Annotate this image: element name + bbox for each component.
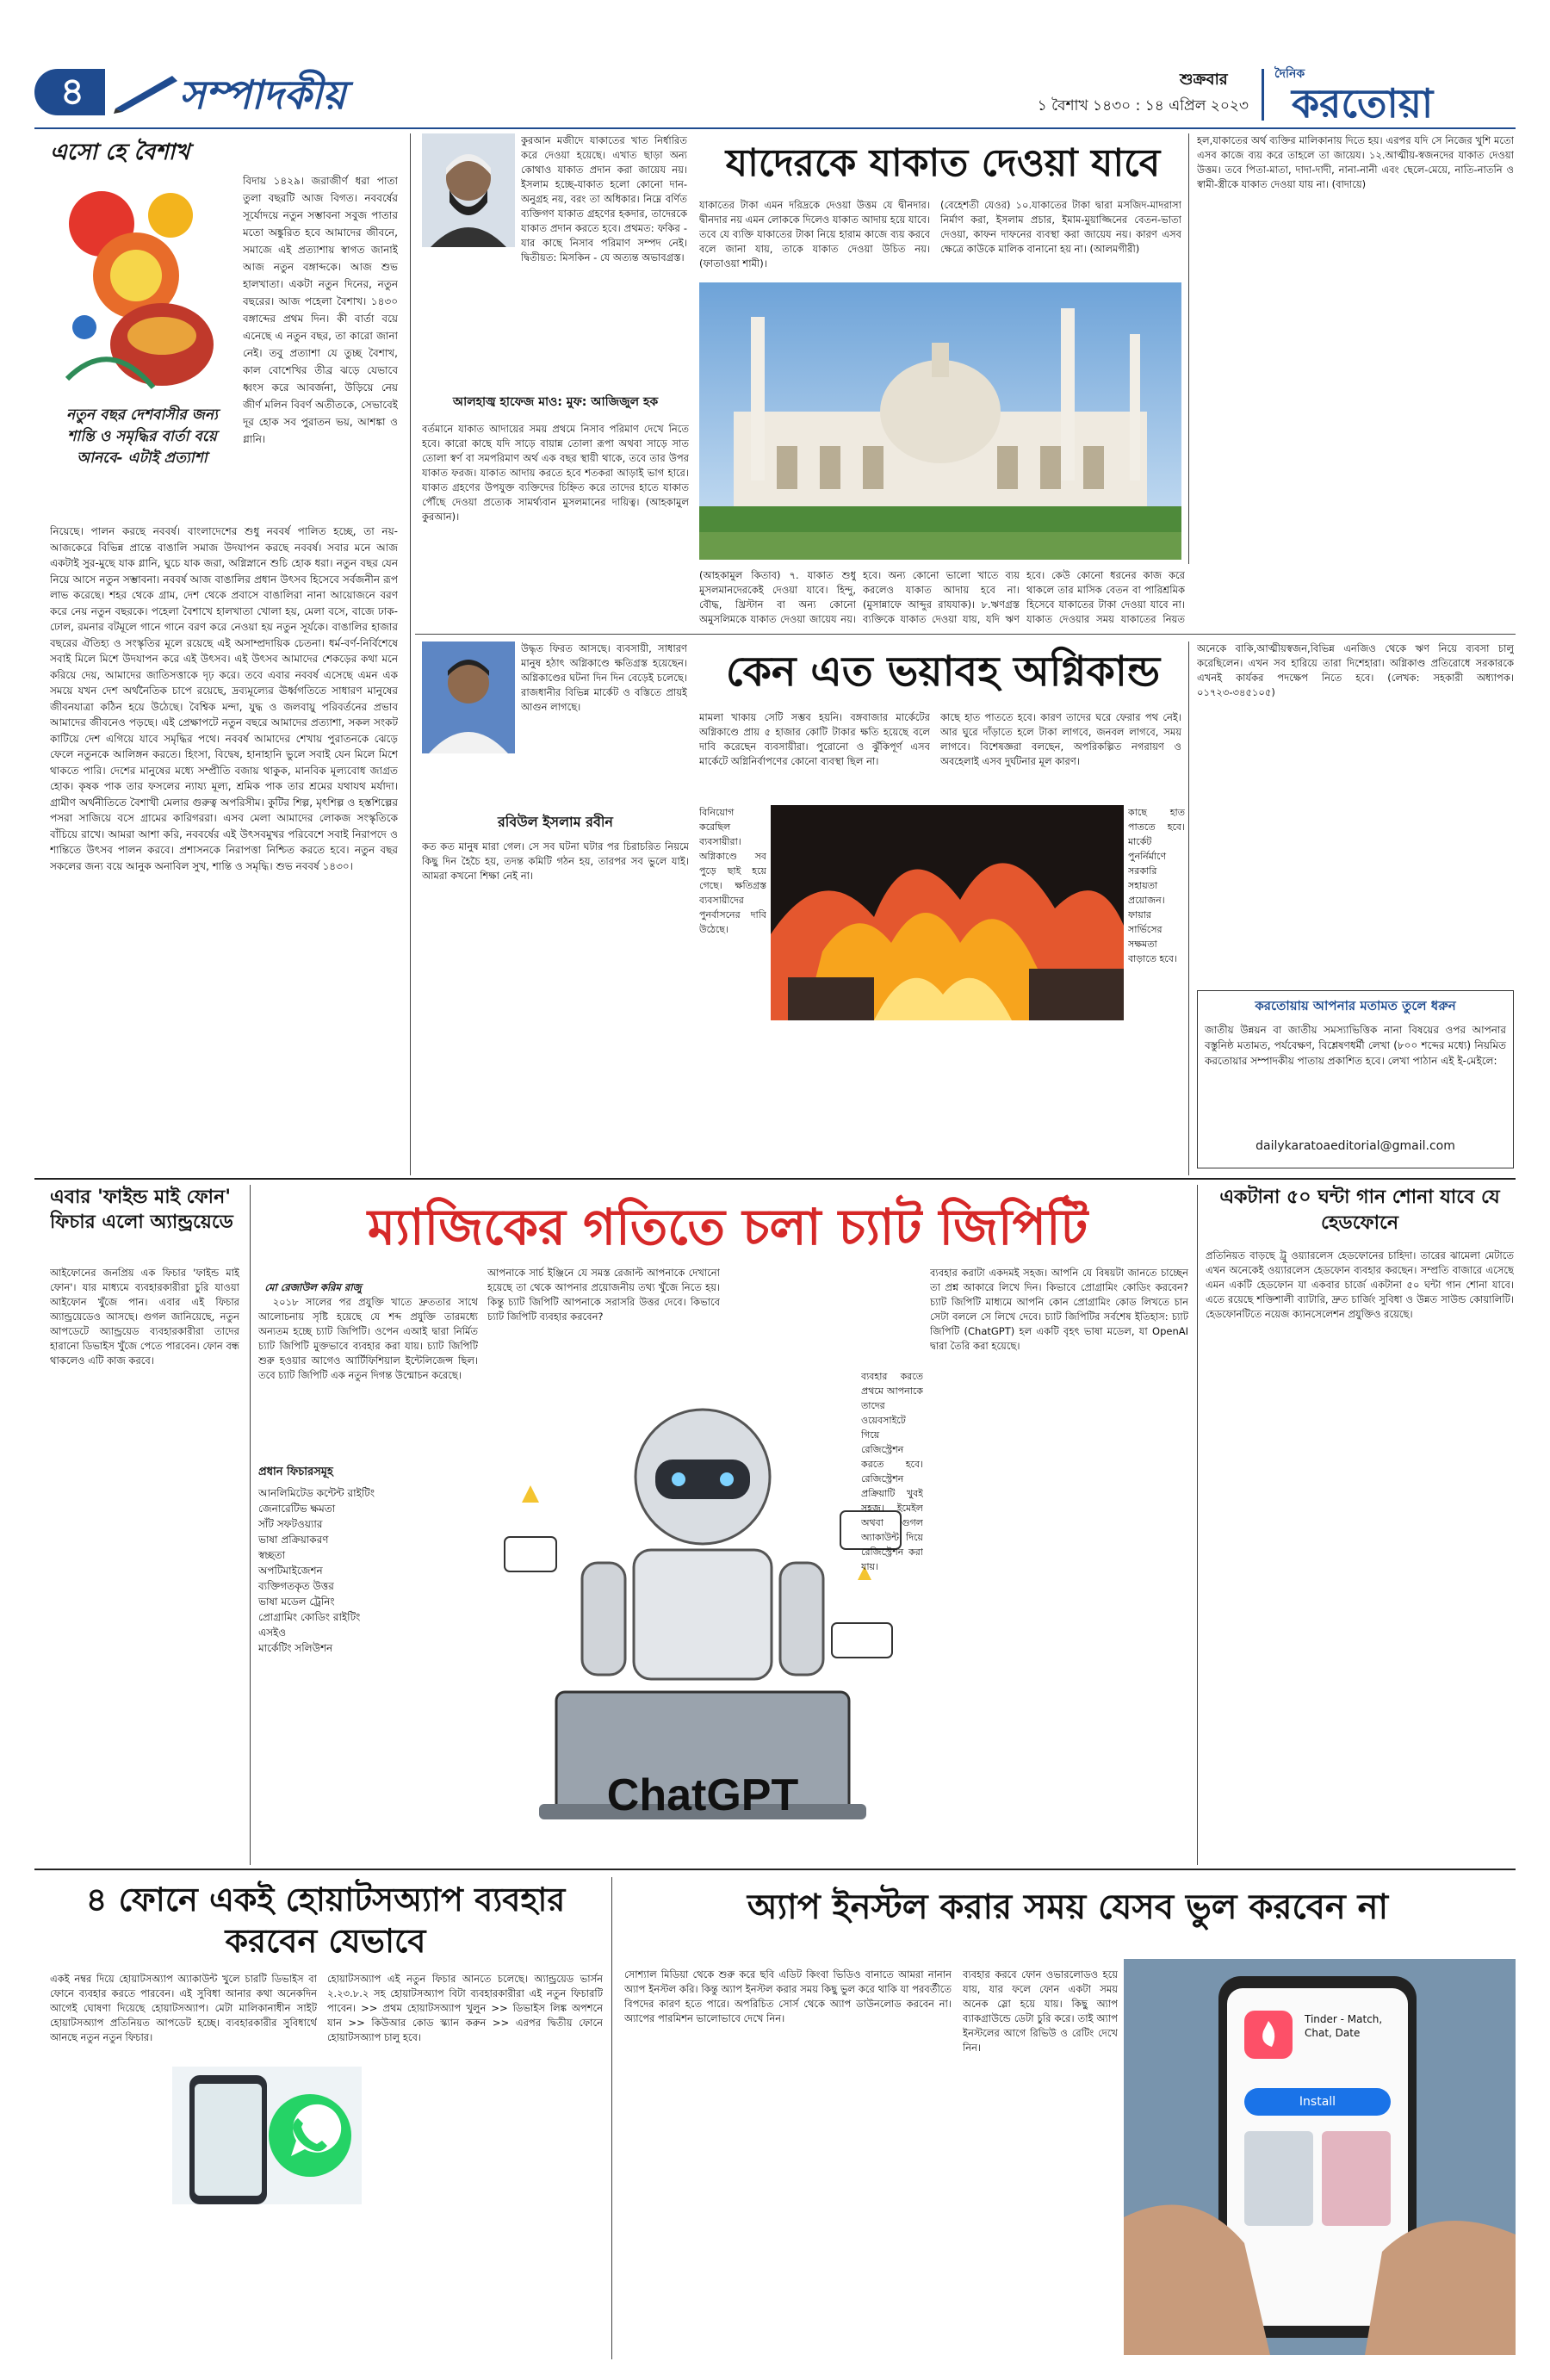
zakat-bottom-mid: হবে। অন্য কোনো ভালো খাতে ব্যয় করলেও যাকাত আদায় হবে না। (মুসান্নাফে আব্দুর রাযযাক)। ৮.ঋণগ্রস্ত ব্যক্তিকে যাকাত দেওয়া যায়, যদি ঋণ xyxy=(863,569,1020,625)
feature-item: সাঁট সফটওয়্যার xyxy=(258,1518,323,1530)
section-rule xyxy=(34,1869,1516,1870)
zakat-col3: (বেহেশতী যেওর) ১০.যাকাতের টাকা দ্বারা মসজিদ-মাদরাসা নির্মাণ করা, ইসলাম প্রচার, ইমাম-মুয়াজ্জিনের বেতন-ভাতা দেওয়া, কাফন দাফনের ব্যবস্থা করা জায়েয নয়। কারণ এসব ক্ষেত্রে কাউকে মালিক বানানো হয় না। (আলমগীরী) xyxy=(940,199,1181,255)
feature-item: ভাষা মডেল ট্রেনিং xyxy=(258,1596,335,1608)
app-install-photo xyxy=(1124,1959,1516,2355)
mosque-image-icon xyxy=(699,282,1181,560)
editorial-side-text: বিদায় ১৪২৯। জরাজীর্ণ ধরা পাতা তুলা বছরটি আজ বিগত। নববর্ষের সূর্যোদয়ে নতুন সম্ভাবনা সবুজ পাতার মতো অঙ্কুরিত হবে আমাদের জীবনে, সমাজে এই প্রত্যাশায় স্বাগত জানাই আজ নতুন বঙ্গাব্দকে। আজ শুভ হালখাতা। একটা নতুন দিনের, নতুন বছরের। আজ পহেলা বৈশাখ। ১৪৩০ বঙ্গাব্দের প্রথম দিন। কী বার্তা বয়ে এনেছে এ নতুন বছর, তা কারো জানা নেই। তবু প্রত্যাশা যে তুচ্ছ বৈশাখ, কাল বোশেখির তীব্র ঝড়ে যেভাবে ধ্বংস করে আবর্জনা, উড়িয়ে নেয় জীর্ণ মলিন বিবর্ণ অতীতকে, সেভাবেই দূর হোক সব পুরাতন ভয়, আশঙ্কা ও গ্লানি। xyxy=(243,175,398,445)
apps-col2: ব্যবহার করবে ফোন ওভারলোডও হয়ে যায়, যার ফলে ফোন একটা সময় অনেক স্লো হয়ে যায়। কিছু অ্যাপ ব্যাকগ্রাউন্ডে ডেটা চুরি করে। তাই অ্যাপ ইনস্টলের আগে রিভিউ ও রেটিং দেখে নিন। xyxy=(963,1968,1118,2054)
find-phone-body: আইফোনের জনপ্রিয় এক ফিচার 'ফাইন্ড মাই ফোন'। যার মাধ্যমে ব্যবহারকারীরা চুরি যাওয়া আইফোন খুঁজে পান। এবার এই ফিচার অ্যান্ড্রয়েডেও আসছে। গুগল জানিয়েছে, নতুন আপডেটে অ্যান্ড্রয়েড ব্যবহারকারীরা তাদের হারানো ডিভাইস খুঁজে পেতে পারবেন। ফোন বন্ধ থাকলেও এটি কাজ করবে। xyxy=(50,1267,239,1367)
chatgpt-col1 xyxy=(258,1266,478,1455)
column-rule xyxy=(1188,641,1189,1175)
opinion-title: করতোয়ায় আপনার মতামত তুলে ধরুন xyxy=(1255,998,1456,1013)
chatgpt-col1-text: ২০১৮ সালের পর প্রযুক্তি খাতে দ্রুততার সাথে আলোচনায় সৃষ্টি হয়েছে যে শব্দ প্রযুক্তি তারমধ্যে অন্যতম হচ্ছে চ্যাট জিপিটি। ওপেন এআই দ্বারা নির্মিত চ্যাট জিপিটি মুক্তভাবে ব্যবহার করা যায়। চ্যাট জিপিটি শুরু হওয়ার আগেও আর্টিফিশিয়াল ইন্টেলিজেন্স ছিল। তবে চ্যাট জিপিটি এক নতুন দিগন্ত উন্মোচন করেছে। xyxy=(258,1296,478,1381)
feature-item: অপটিমাইজেশন xyxy=(258,1565,323,1577)
mosque-photo xyxy=(699,282,1181,560)
zakat-bottom-right: হবে। কেউ কোনো ধরনের কাজ করে থাকলে তার মাসিক বেতন বা পারিশ্রমিক হিসেবে যাকাতের টাকা দেওয়া যাবে না। যাকাত দেওয়ার সময় যাকাতের নিয়ত xyxy=(1026,569,1185,625)
headphone-body: প্রতিনিয়ত বাড়ছে ট্রু ওয়্যারলেস হেডফোনের চাহিদা। তারের ঝামেলা মেটাতে এখন অনেকেই ওয়্যারলেস হেডফোন ব্যবহার করছেন। সম্প্রতি বাজারে এসেছে এমন একটি হেডফোন যা একবার চার্জে একটানা ৫০ ঘন্টা গান শোনা যাবে। এতে রয়েছে শক্তিশালী ব্যাটারি, দ্রুত চার্জিং সুবিধা ও উন্নত সাউন্ড কোয়ালিটি। হেডফোনটিতে নয়েজ ক্যানসেলেশন প্রযুক্তিও রয়েছে। xyxy=(1206,1249,1514,1320)
section-rule xyxy=(415,634,1516,635)
chatgpt-col4: ব্যবহার করাটা একদমই সহজ। আপনি যে বিষয়টা জানতে চাচ্ছেন তা প্রশ্ন আকারে লিখে দিন। কিভাবে প্রোগ্রামিং কোডিং করবেন? চ্যাট জিপিটি মাধ্যমে আপনি কোন প্রোগ্রামিং কোড লিখতে চান সেটা বললে সে লিখে দেবে। চ্যাট জিপিটির সর্বশেষ ইতিহাস: চ্যাট জিপিটি (ChatGPT) হল একটি বৃহৎ ভাষা মডেল, যা OpenAI দ্বারা তৈরি করা হয়েছে। xyxy=(930,1267,1188,1352)
fire-intro: উদ্ধৃত ফিরত আসছে। ব্যবসায়ী, সাধারণ মানুষ হঠাৎ অগ্নিকাণ্ডে ক্ষতিগ্রস্ত হয়েছেন। অগ্নিকাণ্ডের ঘটনা দিন দিন বেড়েই চলেছে। রাজধানীর বিভিন্ন মার্কেট ও বস্তিতে প্রায়ই আগুন লাগছে। xyxy=(521,642,687,713)
apps-col1: সোশ্যাল মিডিয়া থেকে শুরু করে ছবি এডিট কিংবা ভিডিও বানাতে আমরা নানান অ্যাপ ইনস্টল করি। কিন্তু অ্যাপ ইনস্টল করার সময় কিছু ভুল করে থাকি যা পরবর্তীতে বিপদের কারণ হতে পারে। অপরিচিত সোর্স থেকে অ্যাপ ডাউনলোড করবেন না। অ্যাপের পারমিশন ভালোভাবে দেখে নিন। xyxy=(624,1968,952,2024)
column-rule xyxy=(1197,1185,1198,1865)
zakat-col2: যাকাতের টাকা এমন দরিদ্রকে দেওয়া উত্তম যে দ্বীনদার। দ্বীনদার নয় এমন লোককে দিলেও যাকাত আদায় হয়ে যাবে। তবে যে ব্যক্তি যাকাতের টাকা নিয়ে হারাম কাজে ব্যয় করবে বলে জানা যায়, তাকে যাকাত দেওয়া উচিত নয়। (ফাতাওয়া শামী)। xyxy=(699,199,930,270)
feature-item: প্রোগ্রামিং কোডিং রাইটিং xyxy=(258,1611,361,1623)
find-phone-headline: এবার 'ফাইন্ড মাই ফোন' ফিচার এলো অ্যান্ড্রয়েডে xyxy=(50,1187,233,1233)
feature-item: ভাষা প্রক্রিয়াকরণ xyxy=(258,1534,329,1546)
whatsapp-headline: ৪ ফোনে একই হোয়াটসঅ্যাপ ব্যবহার করবেন যেভাবে xyxy=(85,1881,566,1960)
fire-col-left2: কত কত মানুষ মারা গেল। সে সব ঘটনা ঘটার পর চিরাচরিত নিয়মে কিছু দিন হৈচৈ হয়, তদন্ত কমিটি গঠন হয়, তারপর সব ভুলে যাই। আমরা কখনো শিক্ষা নেই না। xyxy=(422,840,689,882)
poster-caption: নতুন বছর দেশবাসীর জন্য শান্তি ও সমৃদ্ধির বার্তা বয়ে আনবে- এটাই প্রত্যাশা xyxy=(66,406,218,467)
poster-art-icon xyxy=(50,172,231,398)
fire-col3: অনেকে বাকি,আত্মীয়স্বজন,বিভিন্ন এনজিও থেকে ঋণ নিয়ে ব্যবসা চালু করেছিলেন। এখন সব হারিয়ে তারা দিশেহারা। অগ্নিকাণ্ড প্রতিরোধে সরকারকে এখনই কার্যকর পদক্ষেপ নিতে হবে। (লেখক: সহকারী অধ্যাপক। ০১৭২৩-৩৪৫১০৫) xyxy=(1197,642,1514,698)
chatgpt-feature-list xyxy=(258,1464,482,1656)
person-icon xyxy=(422,641,515,753)
author-photo xyxy=(422,133,515,247)
zakat-intro: কুরআন মজীদে যাকাতের খাত নির্ধারিত করে দেওয়া হয়েছে। এখাত ছাড়া অন্য কোথাও যাকাত প্রদান করা জায়েয নয়। ইসলাম হচ্ছে-যাকাত হলো কোনো দান-অনুগ্রহ নয়, বরং তা অধিকার। নিম্নে বর্ণিত ব্যক্তিগণ যাকাত গ্রহণের হকদার, তাদেরকে যাকাত প্রদান করতে হবে। প্রথমত: ফকির - যার কাছে নিসাব পরিমাণ সম্পদ নেই। দ্বিতীয়ত: মিসকিন - যে অত্যন্ত অভাবগ্রস্ত। xyxy=(521,134,687,263)
opinion-body: জাতীয় উন্নয়ন বা জাতীয় সমস্যাভিত্তিক নানা বিষয়ের ওপর আপনার বস্তুনিষ্ঠ মতামত, পর্যবেক্ষণ, বিশ্লেষণধর্মী লেখা (৮০০ শব্দের মধ্যে) নিয়মিত করতোয়ার সম্পাদকীয় পাতায় প্রকাশিত হবে। লেখা পাঠান এই ই-মেইলে: xyxy=(1205,1024,1506,1067)
fire-col-right2: কাছে হাত পাততে হবে। মার্কেট পুনর্নির্মাণে সরকারি সহায়তা প্রয়োজন। ফায়ার সার্ভিসের সক্ষমতা বাড়াতে হবে। xyxy=(1128,807,1185,964)
fire-col1: মামলা খাকায় সেটি সম্ভব হয়নি। বঙ্গবাজার মার্কেটের অগ্নিকাণ্ডে প্রায় ৫ হাজার কোটি টাকার ক্ষতি হয়েছে বলে দাবি করেছেন ব্যবসায়ীরা। পুরোনো ও ঝুঁকিপূর্ণ এসব মার্কেটে অগ্নিনির্বাপণের কোনো ব্যবস্থা ছিল না। xyxy=(699,711,930,767)
zakat-author: আলহাজ্ব হাফেজ মাও: মুফ: আজিজুল হক xyxy=(452,395,659,409)
zakat-headline: যাদেরকে যাকাত দেওয়া যাবে xyxy=(725,141,1161,185)
zakat-col4: হল,যাকাতের অর্থ ব্যক্তির মালিকানায় দিতে হয়। এরপর যদি সে নিজের খুশি মতো এসব কাজে ব্যয় করে তাহলে তা জায়েয। ১২.আত্মীয়-স্বজনদের যাকাত দেওয়া উত্তম। তবে পিতা-মাতা, দাদা-দাদী, নানা-নানী এবং ছেলে-মেয়ে, নাতি-নাতনি ও স্বামী-স্ত্রীকে যাকাত দেওয়া যায় না। (বাদায়ে) xyxy=(1197,134,1514,190)
masthead-rule xyxy=(34,127,1516,129)
fire-col2: কাছে হাত পাততে হবে। কারণ তাদের ঘরে ফেরার পথ নেই। আর ঘুরে দাঁড়াতে হলে টাকা লাগবে, জনবল লাগবে, সময় লাগবে। বিশেষজ্ঞরা বলছেন, অপরিকল্পিত নগরায়ণ ও অবহেলাই এসব দুর্ঘটনার মূল কারণ। xyxy=(940,711,1181,767)
chatgpt-col2: আপনাকে সার্চ ইঞ্জিনে যে সমস্ত রেজাল্ট আপনাকে দেখানো হয়েছে তা থেকে আপনার প্রয়োজনীয় তথ্য খুঁজে নিতে হয়। কিন্তু চ্যাট জিপিটি আপনাকে সরাসরি উত্তর দেবে। কিভাবে চ্যাট জিপিটি ব্যবহার করবেন? xyxy=(487,1267,720,1323)
chatgpt-robot-illustration xyxy=(487,1365,918,1864)
whatsapp-photo xyxy=(172,2067,362,2204)
boishakh-poster xyxy=(50,172,231,398)
weekday: শুক্রবার xyxy=(1180,71,1228,89)
paper-small-label: দৈনিক xyxy=(1274,67,1305,81)
masthead xyxy=(34,62,1516,127)
zakat-col1: বর্তমানে যাকাত আদায়ের সময় প্রথমে নিসাব পরিমাণ দেখে নিতে হবে। কারো কাছে যদি সাড়ে বায়ান্ন তোলা রূপা অথবা সাড়ে সাত তোলা স্বর্ণ বা সমপরিমাণ অর্থ এক বছর স্থায়ী থাকে, তবে তার উপর যাকাত ফরজ। যাকাত আদায় করতে হবে শতকরা আড়াই ভাগ হারে। যাকাত গ্রহণের উপযুক্ত ব্যক্তিদের চিহ্নিত করে তাদের হাতে যাকাত পৌঁছে দেওয়া প্রত্যেক সামর্থ্যবান মুসলমানের দায়িত্ব। (আহকামুল কুরআন)। xyxy=(422,423,689,523)
opinion-email-link[interactable]: dailykaratoaeditorial@gmail.com xyxy=(1256,1139,1455,1153)
feature-list-title: প্রধান ফিচারসমূহ xyxy=(258,1466,333,1478)
install-button[interactable]: Install xyxy=(1299,2095,1336,2109)
fire-photo xyxy=(771,805,1124,1020)
fire-headline: কেন এত ভয়াবহ অগ্নিকান্ড xyxy=(725,648,1161,696)
zakat-bottom-left: (আহকামুল কিতাব) ৭. যাকাত শুধু মুসলমানদেরকেই দেওয়া যাবে। হিন্দু, বৌদ্ধ, খ্রিস্টান বা অন্য কোনো অমুসলিমকে যাকাত দেওয়া জায়েয নয়। xyxy=(699,569,856,625)
issue-date: ১ বৈশাখ ১৪৩০ : ১৪ এপ্রিল ২০২৩ xyxy=(1037,97,1249,115)
fire-image-icon xyxy=(771,805,1124,1020)
feature-item: ব্যক্তিগতকৃত উত্তর xyxy=(258,1580,334,1592)
chatgpt-col3: ব্যবহার করতে প্রথমে আপনাকে তাদের ওয়েবসাইটে গিয়ে রেজিস্ট্রেশন করতে হবে। রেজিস্ট্রেশন প্রক্রিয়াটি খুবই সহজ। ইমেইল অথবা গুগল অ্যাকাউন্ট দিয়ে রেজিস্ট্রেশন করা যায়। xyxy=(861,1371,923,1572)
chatgpt-byline: মো রেজাউল করিম রাজু xyxy=(264,1281,362,1293)
apps-headline: অ্যাপ ইনস্টল করার সময় যেসব ভুল করবেন না xyxy=(747,1887,1389,1927)
fire-author-photo xyxy=(422,641,515,753)
editorial-title: এসো হে বৈশাখ xyxy=(50,139,190,165)
paper-name: করতোয়া xyxy=(1292,80,1434,127)
whatsapp-col2: হোয়াটসঅ্যাপ এই নতুন ফিচার আনতে চলেছে। অ্যান্ড্রয়েড ভার্সন ২.২৩.৮.২ সহ হোয়াটসঅ্যাপ বিটা ব্যবহারকারীরা এই নতুন ফিচারটি পাবেন। >> প্রথম হোয়াটসঅ্যাপ খুলুন >> ডিভাইস লিঙ্ক অপশনে যান >> কিউআর কোড স্ক্যান করুন >> এরপর দ্বিতীয় ফোনে হোয়াটসঅ্যাপ চালু হবে। xyxy=(327,1973,603,2043)
pen-icon xyxy=(112,71,181,114)
feature-item: মার্কেটিং সলিউশন xyxy=(258,1642,333,1654)
fire-author: রবিউল ইসলাম রবীন xyxy=(498,814,613,830)
masthead-divider xyxy=(1262,69,1264,121)
headphone-headline: একটানা ৫০ ঘন্টা গান শোনা যাবে যে হেডফোনে xyxy=(1219,1187,1500,1234)
whatsapp-col1: একই নম্বর দিয়ে হোয়াটসঅ্যাপ অ্যাকাউন্ট খুলে চারটি ডিভাইস বা ফোনে ব্যবহার করতে পারবেন। এই সুবিধা আনার কথা অনেকদিন আগেই ঘোষণা দিয়েছে হোয়াটসঅ্যাপ। মেটা মালিকানাধীন সাইট হোয়াটসঅ্যাপ প্রতিনিয়ত আপডেট হচ্ছে। ব্যবহারকারীর সুবিধার্থে আনছে নতুন নতুন ফিচার। xyxy=(50,1973,317,2043)
page-number: ৪ xyxy=(59,70,85,114)
app-store-title: Tinder - Match, Chat, Date xyxy=(1305,2013,1383,2039)
column-rule xyxy=(1188,133,1189,564)
feature-item: স্বচ্ছতা xyxy=(258,1549,286,1561)
person-icon xyxy=(422,133,515,247)
column-rule xyxy=(250,1185,251,1865)
section-title: সম্পাদকীয় xyxy=(179,71,346,118)
column-rule xyxy=(611,1877,612,2359)
whatsapp-image-icon xyxy=(172,2067,362,2204)
section-rule xyxy=(34,1178,1516,1180)
column-rule xyxy=(410,133,411,1175)
opinion-box xyxy=(1197,990,1514,1168)
feature-item: আনলিমিটেড কন্টেন্ট রাইটিং xyxy=(258,1487,375,1499)
feature-item: এসইও xyxy=(258,1627,287,1639)
editorial-body: নিয়েছে। পালন করছে নববর্ষ। বাংলাদেশের শুধু নববর্ষ পালিত হচ্ছে, তা নয়-আজকেরে বিভিন্ন প্রান্তে বাঙালি সমাজ উদযাপন করছে নববর্ষ। সবার মনে আজ একটাই সুর-মুছে যাক গ্লানি, ঘুচে যাক জরা, অগ্নিস্নানে শুচি হোক ধরা। নতুন বছর যেন নিয়ে আসে নতুন সম্ভাবনা। নববর্ষ আজ বাঙালির প্রধান উৎসব হিসেবে সর্বজনীন রূপ লাভ করেছে। শহর থেকে গ্রাম, দেশ থেকে প্রবাসে বাঙালিরা নানা আয়োজনে বরণ করে নেয় নতুন বছরকে। পহেলা বৈশাখে হালখাতা খোলা হয়, মেলা বসে, বাজে ঢাক-ঢোল, রমনার বটমূলে গানে গানে বরণ করে নেওয়া হয় নতুন সূর্যকে। বাঙালির হাজার বছরের ঐতিহ্য ও সংস্কৃতির মূলে রয়েছে এই অসাম্প্রদায়িক চেতনা। ধর্ম-বর্ণ-নির্বিশেষে সবাই মিলে মিশে উদযাপন করে এই উৎসব। এই উৎসব আমাদের শেকড়ের কথা মনে করিয়ে দেয়, আমাদের জাতিসত্তাকে দৃঢ় করে। তবে এবার নববর্ষ এসেছে এমন এক সময়ে যখন দেশ অর্থনৈতিক চাপে রয়েছে, দ্রব্যমূল্যের ঊর্ধ্বগতিতে সাধারণ মানুষের জীবনযাত্রা কঠিন হয়ে উঠেছে। বৈশ্বিক মন্দা, যুদ্ধ ও জলবায়ু পরিবর্তনের প্রভাব আমাদের জীবনেও পড়ছে। এই প্রেক্ষাপটে নতুন বছরে আমাদের প্রত্যাশা, সকল সংকট কাটিয়ে দেশ এগিয়ে যাবে সমৃদ্ধির পথে। নববর্ষ আমাদের শেখায় পুরাতনকে ঝেড়ে ফেলে নতুনকে আলিঙ্গন করতে। হিংসা, বিদ্বেষ, হানাহানি ভুলে সবাই যেন মিলে মিশে থাকতে পারি। দেশের মানুষের মধ্যে সম্প্রীতি বজায় থাকুক, মানবিক মূল্যবোধ জাগ্রত হোক। কৃষক পাক তার ফসলের ন্যায্য মূল্য, শ্রমিক পাক তার শ্রমের যথাযথ মর্যাদা। গ্রামীণ অর্থনীতিতে বৈশাখী মেলার গুরুত্ব অপরিসীম। কুটির শিল্প, মৃৎশিল্প ও হস্তশিল্পের পসরা সাজিয়ে বসে গ্রামের কারিগররা। এসব মেলা আমাদের লোকজ সংস্কৃতিকে বাঁচিয়ে রাখে। আমরা আশা করি, নববর্ষের এই উৎসবমুখর পরিবেশে সবাই নিরাপদে ও শান্তিতে উৎসব পালন করবে। প্রশাসনকে নিরাপত্তা নিশ্চিত করতে হবে। নতুন বছর সকলের জন্য বয়ে আনুক অনাবিল সুখ, শান্তি ও সমৃদ্ধি। শুভ নববর্ষ ১৪৩০। xyxy=(50,525,398,872)
feature-item: জেনারেটিভ ক্ষমতা xyxy=(258,1503,336,1515)
chatgpt-logo-text: ChatGPT xyxy=(606,1770,799,1820)
fire-col-mid2: বিনিয়োগ করেছিল ব্যবসায়ীরা। অগ্নিকাণ্ডে সব পুড়ে ছাই হয়ে গেছে। ক্ষতিগ্রস্ত ব্যবসায়ীদের পুনর্বাসনের দাবি উঠেছে। xyxy=(699,807,766,935)
chatgpt-headline: ম্যাজিকের গতিতে চলা চ্যাট জিপিটি xyxy=(367,1198,1088,1256)
